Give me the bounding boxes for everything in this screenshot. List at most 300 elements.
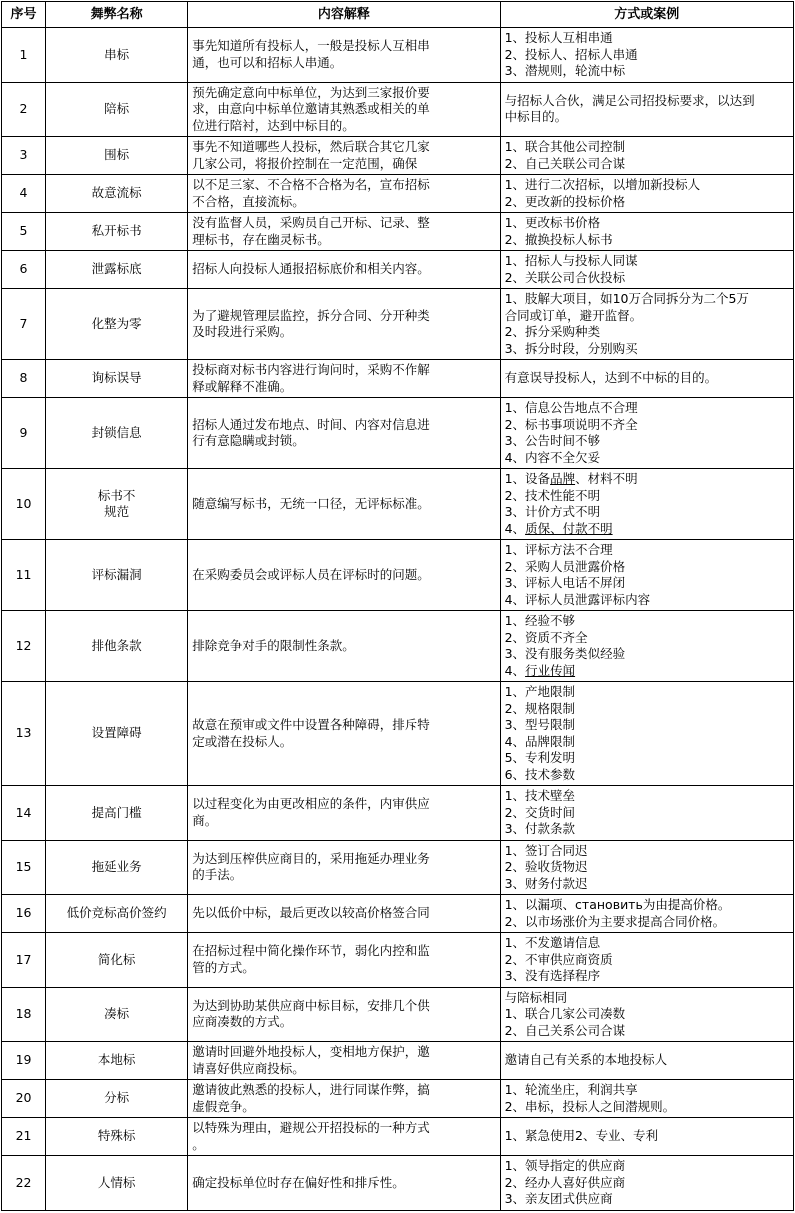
table-row [2,175,794,213]
cell-index: 2 [2,82,46,137]
underlined-text: 质保、付款不明 [525,520,613,536]
cell-index: 1 [2,28,46,83]
cell-method-or-case [500,175,793,213]
table-row [2,682,794,786]
text-line: 位进行陪衬，达到中标目的。 [192,117,355,133]
cell-fraud-name [46,469,188,540]
text-lines [505,935,789,985]
text-line: 设置障碍 [91,725,142,741]
cell-fraud-name [46,933,188,988]
table-row [2,1080,794,1118]
text-line: 拖延业务 [91,859,142,875]
cell-method-or-case [500,213,793,251]
table-body [2,28,794,1211]
text-line: 6、技术参数 [504,766,576,782]
text-lines [50,261,183,278]
table-row [2,540,794,611]
cell-description [188,1156,500,1211]
cell-index: 6 [2,251,46,289]
text-line: 为达到协助某供应商中标目标，安排几个供 [192,997,430,1013]
cell-index: 22 [2,1156,46,1211]
text-line: 标书不 [97,487,136,503]
cell-fraud-name [46,840,188,895]
text-lines [505,542,789,608]
text-line: 2、不审供应商资质 [504,951,613,967]
text-line: 5、专利发明 [504,750,576,766]
text-line: 询标误导 [91,370,142,386]
text-lines [505,1052,789,1069]
text-lines [192,567,495,584]
text-lines [505,30,789,80]
text-line: 4、质保、付款不明 [504,520,613,536]
cell-description [188,895,500,933]
text-line: 1、紧急使用2、专业、专利 [504,1128,659,1144]
table-row [2,987,794,1042]
text-line: 事先不知道哪些人投标，然后联合其它几家 [192,139,430,155]
text-line: 3、拆分时段，分别购买 [504,340,638,356]
text-line: 为达到压榨供应商目的，采用拖延办理业务 [192,850,430,866]
cell-fraud-name [46,175,188,213]
cell-method-or-case [500,398,793,469]
cell-index: 16 [2,895,46,933]
text-lines [505,253,789,286]
text-line: 2、投标人、招标人串通 [504,46,638,62]
text-line: 2、技术性能不明 [504,487,601,503]
text-line: 有意误导投标人，达到不中标的目的。 [504,370,718,386]
table-row [2,1118,794,1156]
text-line: 以过程变化为由更改相应的条件，内审供应 [192,796,430,812]
text-line: 1、投标人互相串通 [504,30,613,46]
text-lines [50,223,183,240]
text-lines [50,47,183,64]
cell-description [188,213,500,251]
cell-description [188,137,500,175]
text-line: 2、以市场涨价为主要求提高合同价格。 [504,913,726,929]
text-line: 1、信息公告地点不合理 [504,400,638,416]
text-line: 请喜好供应商投标。 [192,1060,305,1076]
cell-index: 3 [2,137,46,175]
text-lines [50,370,183,387]
cell-description [188,28,500,83]
text-line: 招标人通过发布地点、时间、内容对信息进 [192,416,430,432]
text-line: 管的方式。 [192,959,255,975]
text-line: 投标商对标书内容进行询问时，采购不作解 [192,362,430,378]
text-lines [505,400,789,466]
text-line: 2、串标，投标人之间潜规则。 [504,1098,676,1114]
cell-fraud-name [46,1080,188,1118]
text-line: 规范 [104,504,130,520]
cell-method-or-case [500,786,793,841]
cell-method-or-case [500,895,793,933]
cell-index: 19 [2,1042,46,1080]
text-line: 2、自己关系公司合谋 [504,1022,626,1038]
text-lines [192,417,495,450]
cell-fraud-name [46,1156,188,1211]
text-line: 确定投标单位时存在偏好性和排斥性。 [192,1174,405,1190]
text-lines [192,38,495,71]
text-line: 简化标 [97,951,136,967]
text-lines [50,567,183,584]
text-line: 排他条款 [91,637,142,653]
cell-method-or-case [500,289,793,360]
text-line: 释或解释不准确。 [192,378,293,394]
text-line: 2、撤换投标人标书 [504,231,613,247]
text-lines [192,261,495,278]
cell-method-or-case [500,682,793,786]
text-lines [50,725,183,742]
text-lines [50,1006,183,1023]
table-row [2,213,794,251]
text-lines [505,843,789,893]
cell-description [188,540,500,611]
cell-index: 13 [2,682,46,786]
text-line: 陪标 [104,101,130,117]
cell-method-or-case [500,469,793,540]
text-line: 虚假竞争。 [192,1098,255,1114]
text-line: 评标漏洞 [91,566,142,582]
column-header-description: 内容解释 [188,2,500,28]
cell-description [188,786,500,841]
cell-description [188,933,500,988]
text-line: 的手法。 [192,867,243,883]
cell-index: 11 [2,540,46,611]
text-lines [192,717,495,750]
text-line: 及时段进行采购。 [192,324,293,340]
text-line: 1、技术壁垒 [504,788,576,804]
cell-index: 7 [2,289,46,360]
text-lines [192,362,495,395]
cell-method-or-case [500,137,793,175]
text-line: 低价竞标高价签约 [66,905,167,921]
cell-description [188,1080,500,1118]
cell-fraud-name [46,682,188,786]
text-line: 特殊标 [97,1128,136,1144]
text-line: 3、亲友团式供应商 [504,1191,613,1207]
cell-description [188,82,500,137]
text-lines [192,638,495,655]
cell-description [188,398,500,469]
text-lines [192,85,495,135]
cell-index: 14 [2,786,46,841]
text-line: 3、潜规则，轮流中标 [504,63,626,79]
text-line: 人情标 [97,1174,136,1190]
text-lines [505,1082,789,1115]
cell-method-or-case [500,840,793,895]
text-line: 4、内容不全欠妥 [504,449,601,465]
text-lines [50,101,183,118]
cell-index: 12 [2,611,46,682]
cell-method-or-case [500,987,793,1042]
text-line: 不合格，直接流标。 [192,193,305,209]
column-header-name: 舞弊名称 [46,2,188,28]
text-line: 3、没有服务类似经验 [504,646,626,662]
cell-index: 8 [2,360,46,398]
table-row [2,289,794,360]
cell-method-or-case [500,1080,793,1118]
underlined-text: 品牌 [550,471,576,487]
table-row [2,251,794,289]
text-lines [50,185,183,202]
text-lines [505,370,789,387]
text-line: 1、产地限制 [504,684,576,700]
cell-index: 20 [2,1080,46,1118]
text-lines [50,488,183,521]
cell-fraud-name [46,289,188,360]
text-line: 4、品牌限制 [504,733,576,749]
text-line: 邀请自己有关系的本地投标人 [504,1052,668,1068]
text-line: 1、轮流坐庄，利润共享 [504,1082,638,1098]
text-line: 2、规格限制 [504,700,576,716]
table-row [2,895,794,933]
table-row [2,786,794,841]
text-line: 邀请时回避外地投标人，变相地方保护，邀 [192,1044,430,1060]
text-lines [505,1158,789,1208]
text-line: 3、公告时间不够 [504,433,601,449]
text-line: 以特殊为理由，避规公开招投标的一种方式 [192,1120,430,1136]
text-lines [50,316,183,333]
text-lines [192,1044,495,1077]
text-line: 在招标过程中简化操作环节，弱化内控和监 [192,943,430,959]
text-line: 几家公司，将报价控制在一定范围，确保 [192,155,418,171]
cell-description [188,611,500,682]
cell-fraud-name [46,987,188,1042]
text-line: 3、没有选择程序 [504,968,601,984]
text-lines [192,1082,495,1115]
table-row [2,611,794,682]
text-line: 2、拆分采购种类 [504,324,601,340]
column-header-index: 序号 [2,2,46,28]
text-lines [192,796,495,829]
text-lines [192,308,495,341]
table-row [2,28,794,83]
text-lines [505,684,789,783]
text-line: 3、计价方式不明 [504,504,601,520]
text-line: 与招标人合伙，满足公司招投标要求，以达到 [504,92,755,108]
text-line: 围标 [104,147,130,163]
text-line: 以不足三家、不合格不合格为名，宣布招标 [192,177,430,193]
underlined-text: 行业传闻 [525,662,576,678]
cell-index: 9 [2,398,46,469]
text-lines [192,1120,495,1153]
text-line: 故意流标 [91,185,142,201]
text-line: 1、签订合同迟 [504,842,588,858]
cell-index: 4 [2,175,46,213]
cell-method-or-case [500,933,793,988]
table-row [2,82,794,137]
text-lines [505,990,789,1040]
text-line: 与陪标相同 [504,989,568,1005]
text-lines [192,905,495,922]
text-line: 私开标书 [91,223,142,239]
text-line: 应商凑数的方式。 [192,1014,293,1030]
text-line: 为了避规管理层监控，拆分合同、分开种类 [192,307,430,323]
text-lines [192,177,495,210]
text-lines [505,177,789,210]
text-lines [192,1175,495,1192]
cell-fraud-name [46,251,188,289]
cell-fraud-name [46,137,188,175]
text-lines [505,215,789,248]
cell-method-or-case [500,540,793,611]
text-lines [505,139,789,172]
text-lines [50,1052,183,1069]
text-lines [50,859,183,876]
cell-description [188,289,500,360]
text-line: 4、评标人员泄露评标内容 [504,591,651,607]
text-line: 1、经验不够 [504,613,576,629]
text-line: 2、更改新的投标价格 [504,193,626,209]
table-header-row [2,2,794,28]
text-lines [50,147,183,164]
text-line: 串标 [104,46,130,62]
cell-index: 18 [2,987,46,1042]
text-line: 3、评标人电话不屏闭 [504,575,626,591]
text-line: 1、以漏项、становить为由提高价格。 [504,897,731,913]
text-line: 3、付款条款 [504,821,576,837]
cell-description [188,682,500,786]
text-line: 4、行业传闻 [504,662,576,678]
text-lines [50,1128,183,1145]
document-page [0,1,795,1213]
table-row [2,469,794,540]
cell-description [188,360,500,398]
cell-fraud-name [46,1042,188,1080]
text-line: 分标 [104,1090,130,1106]
text-line: 邀请彼此熟悉的投标人，进行同谋作弊，搞 [192,1082,430,1098]
cell-description [188,1118,500,1156]
text-line: 2、交货时间 [504,804,576,820]
text-line: 1、更改标书价格 [504,215,601,231]
text-lines [505,788,789,838]
table-row [2,933,794,988]
cell-description [188,1042,500,1080]
cell-method-or-case [500,82,793,137]
text-line: 通，也可以和招标人串通。 [192,54,343,70]
text-line: 本地标 [97,1052,136,1068]
cell-index: 21 [2,1118,46,1156]
text-line: 提高门槛 [91,804,142,820]
column-header-method: 方式或案例 [500,2,793,28]
cell-method-or-case [500,28,793,83]
text-lines [192,215,495,248]
cell-fraud-name [46,213,188,251]
cell-method-or-case [500,251,793,289]
cell-index: 15 [2,840,46,895]
cell-fraud-name [46,82,188,137]
table-header [2,2,794,28]
text-line: 2、标书事项说明不齐全 [504,416,638,432]
text-lines [505,613,789,679]
text-line: 1、设备品牌、材料不明 [504,471,638,487]
bidding-fraud-table [1,1,794,1211]
text-lines [505,1128,789,1145]
table-row [2,360,794,398]
text-lines [192,139,495,172]
table-row [2,137,794,175]
cell-fraud-name [46,611,188,682]
cell-description [188,469,500,540]
text-line: 化整为零 [91,315,142,331]
text-line: 先以低价中标，最后更改以较高价格签合同 [192,905,430,921]
text-lines [192,998,495,1031]
text-lines [505,897,789,930]
cell-index: 5 [2,213,46,251]
cell-method-or-case [500,1156,793,1211]
text-lines [505,291,789,357]
text-line: 。 [192,1136,205,1152]
text-line: 在采购委员会或评标人员在评标时的问题。 [192,566,430,582]
cell-index: 10 [2,469,46,540]
text-lines [50,425,183,442]
text-line: 合同或订单，避开监督。 [504,307,643,323]
cell-fraud-name [46,540,188,611]
cell-fraud-name [46,360,188,398]
text-line: 定或潜在投标人。 [192,733,293,749]
table-row [2,840,794,895]
text-lines [192,851,495,884]
text-line: 中标目的。 [504,109,568,125]
table-row [2,1156,794,1211]
cell-fraud-name [46,895,188,933]
text-line: 1、进行二次招标，以增加新投标人 [504,177,701,193]
cell-description [188,175,500,213]
text-line: 1、领导指定的供应商 [504,1158,626,1174]
text-line: 理标书，存在幽灵标书。 [192,231,330,247]
text-line: 2、自己关联公司合谋 [504,155,626,171]
text-line: 1、肢解大项目，如10万合同拆分为二个5万 [504,291,749,307]
text-lines [50,1090,183,1107]
text-line: 2、关联公司合伙投标 [504,269,626,285]
text-line: 泄露标底 [91,261,142,277]
cell-fraud-name [46,1118,188,1156]
cell-index: 17 [2,933,46,988]
text-lines [192,496,495,513]
text-line: 2、采购人员泄露价格 [504,558,626,574]
cell-fraud-name [46,786,188,841]
text-line: 1、联合几家公司凑数 [504,1006,626,1022]
text-line: 封锁信息 [91,424,142,440]
cell-method-or-case [500,360,793,398]
text-line: 3、财务付款迟 [504,875,588,891]
text-line: 求，由意向中标单位邀请其熟悉或相关的单 [192,101,430,117]
text-line: 行有意隐瞒或封锁。 [192,433,305,449]
text-line: 预先确定意向中标单位，为达到三家报价要 [192,84,430,100]
text-line: 商。 [192,812,218,828]
cell-description [188,987,500,1042]
text-line: 凑标 [104,1006,130,1022]
text-line: 1、招标人与投标人同谋 [504,253,638,269]
table-row [2,398,794,469]
text-lines [50,905,183,922]
text-line: 1、评标方法不合理 [504,542,613,558]
text-line: 事先知道所有投标人，一般是投标人互相串 [192,38,430,54]
text-line: 2、资质不齐全 [504,629,588,645]
cell-method-or-case [500,1042,793,1080]
text-lines [192,943,495,976]
cell-method-or-case [500,611,793,682]
text-lines [50,1175,183,1192]
cell-description [188,840,500,895]
text-line: 随意编写标书，无统一口径，无评标标准。 [192,495,430,511]
text-lines [505,471,789,537]
text-line: 没有监督人员，采购员自己开标、记录、整 [192,215,430,231]
text-line: 招标人向投标人通报招标底价和相关内容。 [192,261,430,277]
text-lines [50,805,183,822]
text-lines [50,638,183,655]
text-lines [50,952,183,969]
text-line: 排除竞争对手的限制性条款。 [192,637,355,653]
text-line: 2、验收货物迟 [504,859,588,875]
